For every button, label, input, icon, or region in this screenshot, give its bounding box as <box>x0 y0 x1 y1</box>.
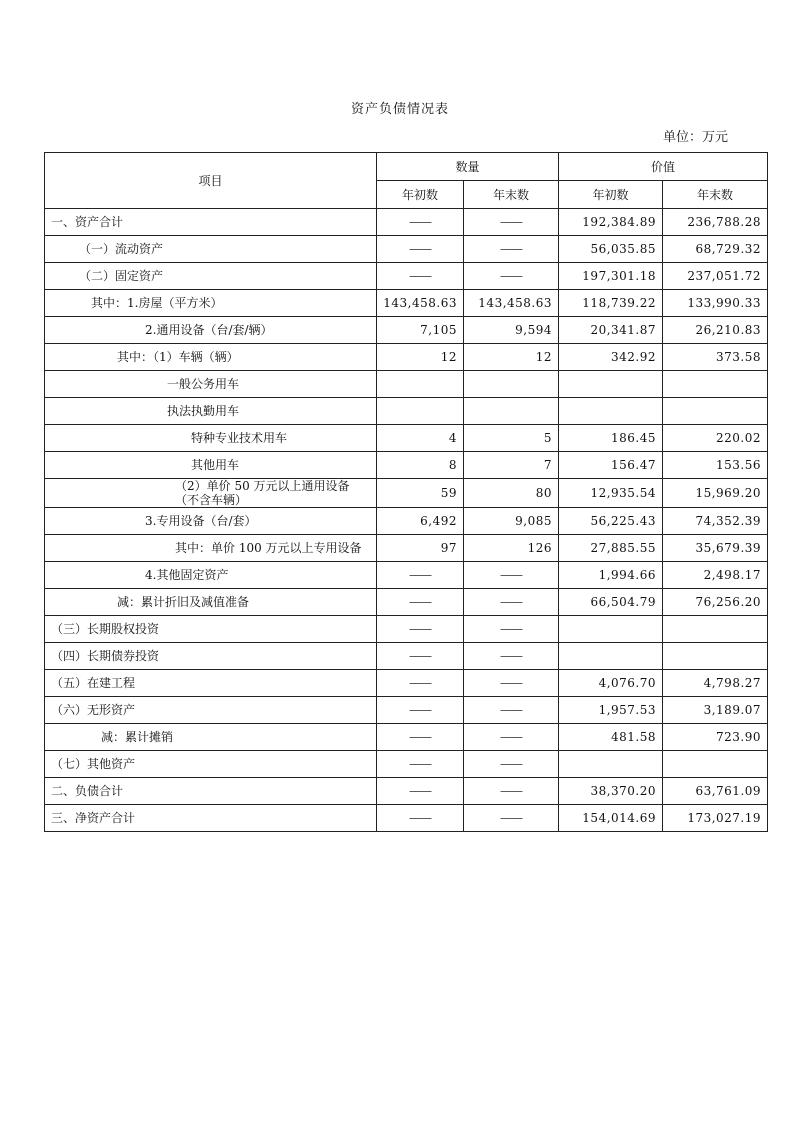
row-end-qty: —— <box>464 697 559 724</box>
row-end-val: 220.02 <box>663 425 768 452</box>
row-begin-qty: 59 <box>377 479 464 508</box>
row-begin-qty: —— <box>377 805 464 832</box>
row-end-val: 26,210.83 <box>663 317 768 344</box>
row-end-qty: —— <box>464 263 559 290</box>
row-label: 三、净资产合计 <box>45 805 377 832</box>
row-begin-qty: 12 <box>377 344 464 371</box>
row-label: 其中：单价 100 万元以上专用设备 <box>45 535 377 562</box>
table-row <box>45 697 768 724</box>
balance-sheet-table <box>44 152 768 832</box>
row-end-val: 76,256.20 <box>663 589 768 616</box>
table-row <box>45 778 768 805</box>
row-begin-val: 481.58 <box>559 724 663 751</box>
row-label: （一）流动资产 <box>45 236 377 263</box>
row-end-qty: —— <box>464 805 559 832</box>
row-begin-qty: —— <box>377 562 464 589</box>
row-begin-qty: —— <box>377 589 464 616</box>
header-end-val: 年末数 <box>663 181 768 209</box>
row-end-qty: —— <box>464 643 559 670</box>
row-end-qty: 12 <box>464 344 559 371</box>
row-begin-qty <box>377 398 464 425</box>
row-begin-val: 20,341.87 <box>559 317 663 344</box>
row-begin-qty: —— <box>377 724 464 751</box>
row-begin-qty: —— <box>377 670 464 697</box>
table-row <box>45 344 768 371</box>
row-begin-qty: 4 <box>377 425 464 452</box>
row-begin-val: 118,739.22 <box>559 290 663 317</box>
row-begin-val: 27,885.55 <box>559 535 663 562</box>
row-begin-val: 342.92 <box>559 344 663 371</box>
row-label: 执法执勤用车 <box>45 398 377 425</box>
row-label: 减：累计摊销 <box>45 724 377 751</box>
row-begin-val: 156.47 <box>559 452 663 479</box>
unit-note: 单位：万元 <box>662 130 728 145</box>
header-end-qty: 年末数 <box>464 181 559 209</box>
row-begin-val: 4,076.70 <box>559 670 663 697</box>
row-begin-val: 56,225.43 <box>559 508 663 535</box>
row-end-val: 4,798.27 <box>663 670 768 697</box>
row-begin-val <box>559 398 663 425</box>
row-end-qty: 9,594 <box>464 317 559 344</box>
row-label: 减：累计折旧及减值准备 <box>45 589 377 616</box>
header-row-1 <box>45 153 768 181</box>
row-begin-qty: —— <box>377 643 464 670</box>
row-end-val <box>663 398 768 425</box>
row-end-val <box>663 371 768 398</box>
table-row <box>45 724 768 751</box>
table-row <box>45 589 768 616</box>
row-end-qty: 9,085 <box>464 508 559 535</box>
table-row <box>45 236 768 263</box>
row-begin-val: 12,935.54 <box>559 479 663 508</box>
row-end-qty: 126 <box>464 535 559 562</box>
row-end-val: 63,761.09 <box>663 778 768 805</box>
table-row <box>45 263 768 290</box>
row-begin-val: 154,014.69 <box>559 805 663 832</box>
row-begin-qty: 97 <box>377 535 464 562</box>
row-label: （六）无形资产 <box>45 697 377 724</box>
row-label: （三）长期股权投资 <box>45 616 377 643</box>
row-end-val <box>663 751 768 778</box>
row-label: （五）在建工程 <box>45 670 377 697</box>
table-row <box>45 398 768 425</box>
row-end-qty: 5 <box>464 425 559 452</box>
header-quantity: 数量 <box>377 153 559 181</box>
table-row <box>45 317 768 344</box>
row-end-qty <box>464 398 559 425</box>
table-row <box>45 209 768 236</box>
table-row <box>45 508 768 535</box>
row-end-qty: 7 <box>464 452 559 479</box>
header-value: 价值 <box>559 153 768 181</box>
row-label: （四）长期债券投资 <box>45 643 377 670</box>
document-title: 资产负债情况表 <box>350 102 449 117</box>
row-begin-qty: —— <box>377 263 464 290</box>
table-row <box>45 452 768 479</box>
row-label: 其中：1.房屋（平方米） <box>45 290 377 317</box>
row-label: （2）单价 50 万元以上通用设备（不含车辆） <box>45 479 377 508</box>
row-end-qty: —— <box>464 751 559 778</box>
row-label: 2.通用设备（台/套/辆） <box>45 317 377 344</box>
row-label: 一般公务用车 <box>45 371 377 398</box>
row-end-val: 153.56 <box>663 452 768 479</box>
row-end-qty: —— <box>464 209 559 236</box>
table-row <box>45 479 768 508</box>
row-begin-qty: 8 <box>377 452 464 479</box>
row-end-qty <box>464 371 559 398</box>
row-begin-val: 1,957.53 <box>559 697 663 724</box>
row-end-val: 68,729.32 <box>663 236 768 263</box>
header-item: 项目 <box>45 153 377 209</box>
row-begin-qty: 143,458.63 <box>377 290 464 317</box>
row-end-val: 723.90 <box>663 724 768 751</box>
row-label: （七）其他资产 <box>45 751 377 778</box>
row-end-val: 236,788.28 <box>663 209 768 236</box>
row-label: 二、负债合计 <box>45 778 377 805</box>
row-begin-val: 66,504.79 <box>559 589 663 616</box>
header-begin-val: 年初数 <box>559 181 663 209</box>
row-begin-qty: —— <box>377 236 464 263</box>
row-end-val: 2,498.17 <box>663 562 768 589</box>
row-end-val <box>663 616 768 643</box>
row-begin-qty: —— <box>377 697 464 724</box>
row-begin-val <box>559 751 663 778</box>
row-begin-val: 197,301.18 <box>559 263 663 290</box>
row-end-val: 133,990.33 <box>663 290 768 317</box>
row-begin-qty: —— <box>377 751 464 778</box>
table-row <box>45 643 768 670</box>
row-end-val: 35,679.39 <box>663 535 768 562</box>
row-begin-qty: —— <box>377 616 464 643</box>
row-begin-qty: —— <box>377 209 464 236</box>
table-row <box>45 616 768 643</box>
row-end-val: 173,027.19 <box>663 805 768 832</box>
row-begin-val: 1,994.66 <box>559 562 663 589</box>
row-begin-qty <box>377 371 464 398</box>
row-end-val: 373.58 <box>663 344 768 371</box>
row-label: 其中：（1）车辆（辆） <box>45 344 377 371</box>
row-end-val <box>663 643 768 670</box>
row-begin-val: 186.45 <box>559 425 663 452</box>
row-end-qty: —— <box>464 589 559 616</box>
row-begin-qty: 6,492 <box>377 508 464 535</box>
row-begin-val <box>559 643 663 670</box>
row-end-qty: —— <box>464 562 559 589</box>
table-row <box>45 562 768 589</box>
row-end-qty: 80 <box>464 479 559 508</box>
table-row <box>45 751 768 778</box>
row-begin-val <box>559 616 663 643</box>
table-row <box>45 425 768 452</box>
table-row <box>45 290 768 317</box>
row-begin-val: 56,035.85 <box>559 236 663 263</box>
row-end-val: 15,969.20 <box>663 479 768 508</box>
row-end-qty: 143,458.63 <box>464 290 559 317</box>
row-end-val: 74,352.39 <box>663 508 768 535</box>
row-label: 3.专用设备（台/套） <box>45 508 377 535</box>
table-row <box>45 371 768 398</box>
row-label: 一、资产合计 <box>45 209 377 236</box>
row-begin-qty: —— <box>377 778 464 805</box>
table-row <box>45 670 768 697</box>
row-label: （二）固定资产 <box>45 263 377 290</box>
row-end-qty: —— <box>464 670 559 697</box>
table-row <box>45 805 768 832</box>
row-label: 特种专业技术用车 <box>45 425 377 452</box>
row-begin-val: 192,384.89 <box>559 209 663 236</box>
row-end-val: 237,051.72 <box>663 263 768 290</box>
row-label: 其他用车 <box>45 452 377 479</box>
header-begin-qty: 年初数 <box>377 181 464 209</box>
row-end-qty: —— <box>464 778 559 805</box>
row-end-qty: —— <box>464 724 559 751</box>
row-end-qty: —— <box>464 236 559 263</box>
row-end-val: 3,189.07 <box>663 697 768 724</box>
row-begin-qty: 7,105 <box>377 317 464 344</box>
row-end-qty: —— <box>464 616 559 643</box>
row-label: 4.其他固定资产 <box>45 562 377 589</box>
table-row <box>45 535 768 562</box>
row-begin-val <box>559 371 663 398</box>
row-begin-val: 38,370.20 <box>559 778 663 805</box>
